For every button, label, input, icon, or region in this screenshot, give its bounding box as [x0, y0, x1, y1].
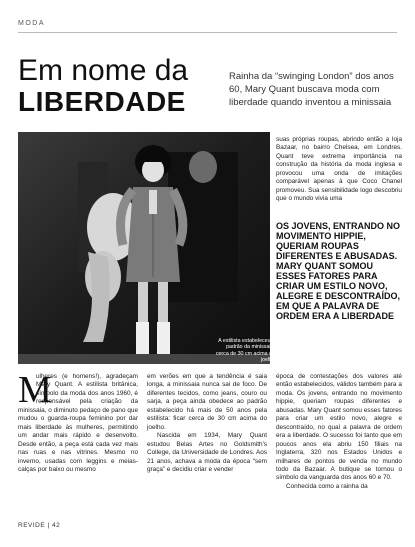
drop-cap-spacer: [18, 373, 36, 403]
paragraph: Nascida em 1934, Mary Quant estudou Belas Artes no Goldsmith's College, da Universidade de Londres. Aos 21 anos, achava a moda da época “sem graça” e decidiu criar e vender: [147, 432, 267, 473]
header-rule: [18, 32, 397, 33]
photo-mary-quant: [18, 132, 270, 364]
article-column-1: [18, 369, 138, 474]
paragraph-text: ulheres (e homens!), agradeçam Mary Quant. A estilista britânica, símbolo da moda dos anos 1960, é responsável pela criação da minissaia, o diminuto pedaço de pano que mudou o guarda-roupa feminino por dar mais liberdade às mulheres, permitindo um andar mais rápido e desenvolto. Desde então, a peça está cada vez mais nas ruas e nas vitrines. Mesmo no inverno, usadas com leggins e meias-calças por baixo ou mesmo: [18, 373, 138, 473]
paragraph: em verões em que a tendência é saia longa, a minissaia nunca sai de foco. De diferentes tecidos, como jeans, couro ou sarja, a peça ainda obedece ao padrão estabelecido há mais de 50 anos pela estilista: ficar cerca de 30 cm acima do joelho.: [147, 373, 267, 431]
photo-illustration: [18, 132, 270, 364]
headline-line-1: Em nome da: [18, 54, 189, 87]
article-column-2: [147, 373, 267, 474]
paragraph: suas próprias roupas, abrindo então a loja Bazaar, no bairro Chelsea, em Londres. Quant teve extrema importância na construção da história da moda inglesa e provocou uma onda de imitações comparável apenas à que Coco Chanel promoveu. Sua sensibilidade logo descobriu que o mundo vivia uma: [276, 136, 402, 203]
paragraph: [18, 369, 138, 474]
page-footer: REVIDE | 42: [18, 522, 61, 529]
paragraph: Conhecida como a rainha da: [286, 482, 368, 490]
photo-caption: A estilista estabeleceu o padrão da minissaia: cerca de 30 cm acima do joelho: [215, 338, 275, 363]
paragraph: época de contestações dos valores até então estabelecidos, válidos também para a moda. Os jovens, entrando no movimento hippie, queriam roupas diferentes e abusadas. Mary Quant somou esses fatores para criar um estilo novo, alegre e descontraído, no qual a palavra de ordem era a liberdade. O sucesso foi tanto que em poucos anos ela abriu 150 filiais na Inglaterra, 320 nos Estados Unidos e milhares de pontos de venda no mundo todo da Bazaar. A butique se tornou o símbolo da vanguarda dos anos 60 e 70.: [276, 373, 402, 482]
headline-line-2: LIBERDADE: [18, 86, 186, 117]
section-label: MODA: [18, 20, 45, 27]
drop-cap: M: [18, 369, 52, 411]
article-column-right-bottom: [276, 373, 402, 491]
subheadline: Rainha da “swinging London” dos anos 60, Mary Quant buscava moda com liberdade quando inventou a minissaia: [229, 71, 394, 108]
pull-quote: OS JOVENS, ENTRANDO NO MOVIMENTO HIPPIE, QUERIAM ROUPAS DIFERENTES E ABUSADAS. MARY QUANT SOMOU ESSES FATORES PARA CRIAR UM ESTILO NOVO, ALEGRE E DESCONTRAÍDO, EM QUE A PALAVRA DE ORDEM ERA A LIBERDADE: [276, 221, 401, 321]
article-column-right-top: [276, 136, 402, 204]
